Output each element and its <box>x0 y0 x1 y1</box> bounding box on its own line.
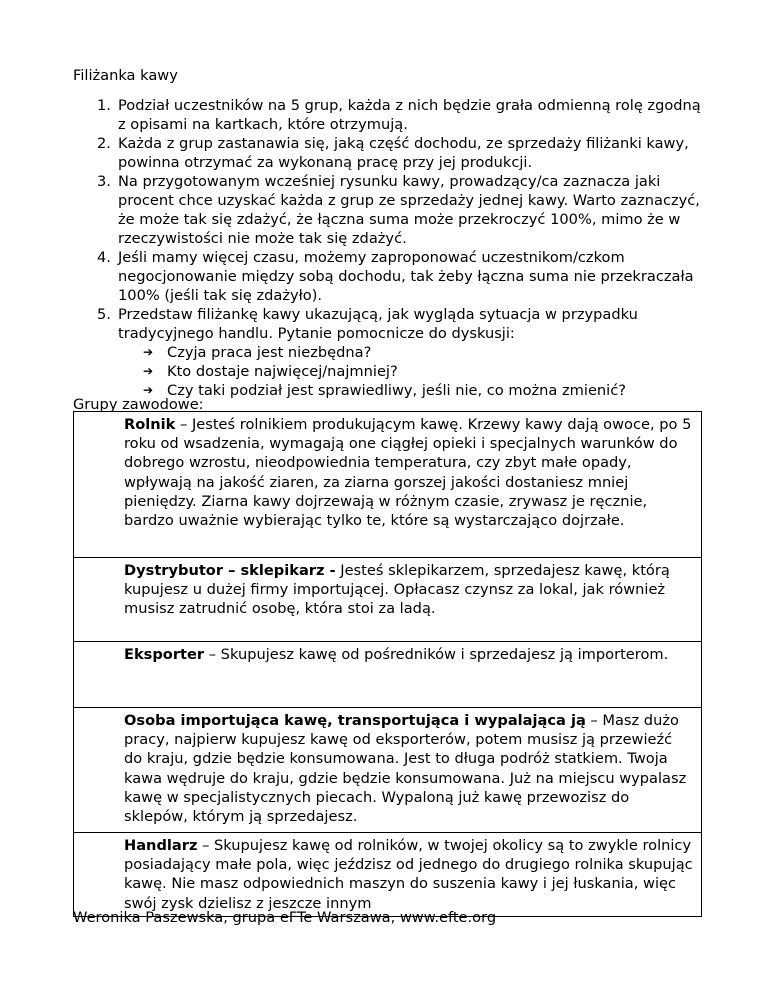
role-description: – Masz dużo pracy, najpierw kupujesz kawę od eksporterów, potem musisz ją przewieźć do kraju, gdzie będzie konsumowana. Jest to długa podróż statkiem. Twoja kawa wędruje do kraju, gdzie będzie konsumowana. Już na miejscu wypalasz kawę w specjalistycznych piecach. Wypaloną już kawę przewozisz do sklepów, którym ją sprzedajesz. <box>124 712 687 826</box>
question-text: Kto dostaje najwięcej/najmniej? <box>167 363 398 380</box>
arrow-right-icon: ➔ <box>143 345 154 359</box>
role-cell <box>74 642 702 708</box>
role-description: – Skupujesz kawę od pośredników i sprzedajesz ją importerom. <box>204 646 669 663</box>
role-row <box>74 642 702 708</box>
step-number: 2. <box>97 135 111 152</box>
role-cell <box>74 833 702 917</box>
role-name: Handlarz <box>124 837 198 854</box>
step-text: Jeśli mamy więcej czasu, możemy zaproponować uczestnikom/czkom negocjonowanie między sobą dochodu, tak żeby łączna suma nie przekraczała 100% (jeśli tak się zdażyło). <box>118 249 694 304</box>
role-cell <box>74 708 702 833</box>
role-name: Dystrybutor – sklepikarz - <box>124 562 336 579</box>
discussion-questions <box>118 343 713 400</box>
step-number: 5. <box>97 306 111 323</box>
step-item <box>73 248 713 305</box>
role-name: Rolnik <box>124 416 176 433</box>
step-number: 1. <box>97 97 111 114</box>
page-footer: Weronika Paszewska, grupa eFTe Warszawa, www.efte.org <box>73 909 497 926</box>
role-row <box>74 708 702 833</box>
step-text: Podział uczestników na 5 grup, każda z nich będzie grała odmienną rolę zgodną z opisami na kartkach, które otrzymują. <box>118 97 701 133</box>
role-row <box>74 412 702 558</box>
step-item <box>73 172 713 248</box>
role-name: Eksporter <box>124 646 205 663</box>
step-text: Przedstaw filiżankę kawy ukazującą, jak wygląda sytuacja w przypadku tradycyjnego handlu. Pytanie pomocnicze do dyskusji: <box>118 306 638 342</box>
step-number: 4. <box>97 249 111 266</box>
question-item <box>118 343 713 362</box>
role-row <box>74 558 702 642</box>
arrow-right-icon: ➔ <box>143 364 154 378</box>
step-text: Na przygotowanym wcześniej rysunku kawy, prowadzący/ca zaznacza jaki procent chce uzyskać każda z grup ze sprzedaży jednej kawy. Warto zaznaczyć, że może tak się zdażyć, że łączna suma może przekroczyć 100%, mimo że w rzeczywistości nie może tak się zdażyć. <box>118 173 700 247</box>
step-item <box>73 96 713 134</box>
roles-table <box>73 411 702 917</box>
question-item <box>118 381 713 400</box>
groups-heading: Grupy zawodowe: <box>73 396 204 413</box>
role-description: – Jesteś rolnikiem produkującym kawę. Krzewy kawy dają owoce, po 5 roku od wsadzenia, wymagają one ciągłej opieki i specjalnych warunków do dobrego wzrostu, nieodpowiednia temperatura, czy zbyt małe opady, wpływają na jakość ziaren, za ziarna gorszej jakości dostaniesz mniej pieniędzy. Ziarna kawy dojrzewają w różnym czasie, zrywasz je ręcznie, bardzo uważnie wybierając tylko te, które są wystarczająco dojrzałe. <box>124 416 692 530</box>
role-row <box>74 833 702 917</box>
step-number: 3. <box>97 173 111 190</box>
document-title: Filiżanka kawy <box>73 67 178 84</box>
step-item <box>73 305 713 400</box>
question-text: Czyja praca jest niezbędna? <box>167 344 372 361</box>
role-description: Jesteś sklepikarzem, sprzedajesz kawę, którą kupujesz u dużej firmy importującej. Opłacasz czynsz za lokal, jak również musisz zatrudnić osobę, która stoi za ladą. <box>124 562 670 618</box>
role-description: – Skupujesz kawę od rolników, w twojej okolicy są to zwykle rolnicy posiadający małe pola, więc jeździsz od jednego do drugiego rolnika skupując kawę. Nie masz odpowiednich maszyn do suszenia kawy i jej łuskania, więc swój zysk dzielisz z jeszcze innym <box>124 837 693 912</box>
question-text: Czy taki podział jest sprawiedliwy, jeśli nie, co można zmienić? <box>167 382 626 399</box>
role-name: Osoba importująca kawę, transportująca i wypalająca ją <box>124 712 586 729</box>
question-item <box>118 362 713 381</box>
steps-list <box>73 96 713 400</box>
step-item <box>73 134 713 172</box>
step-text: Każda z grup zastanawia się, jaką część dochodu, ze sprzedaży filiżanki kawy, powinna otrzymać za wykonaną pracę przy jej produkcji. <box>118 135 689 171</box>
arrow-right-icon: ➔ <box>143 383 154 397</box>
role-cell <box>74 558 702 642</box>
role-cell <box>74 412 702 558</box>
